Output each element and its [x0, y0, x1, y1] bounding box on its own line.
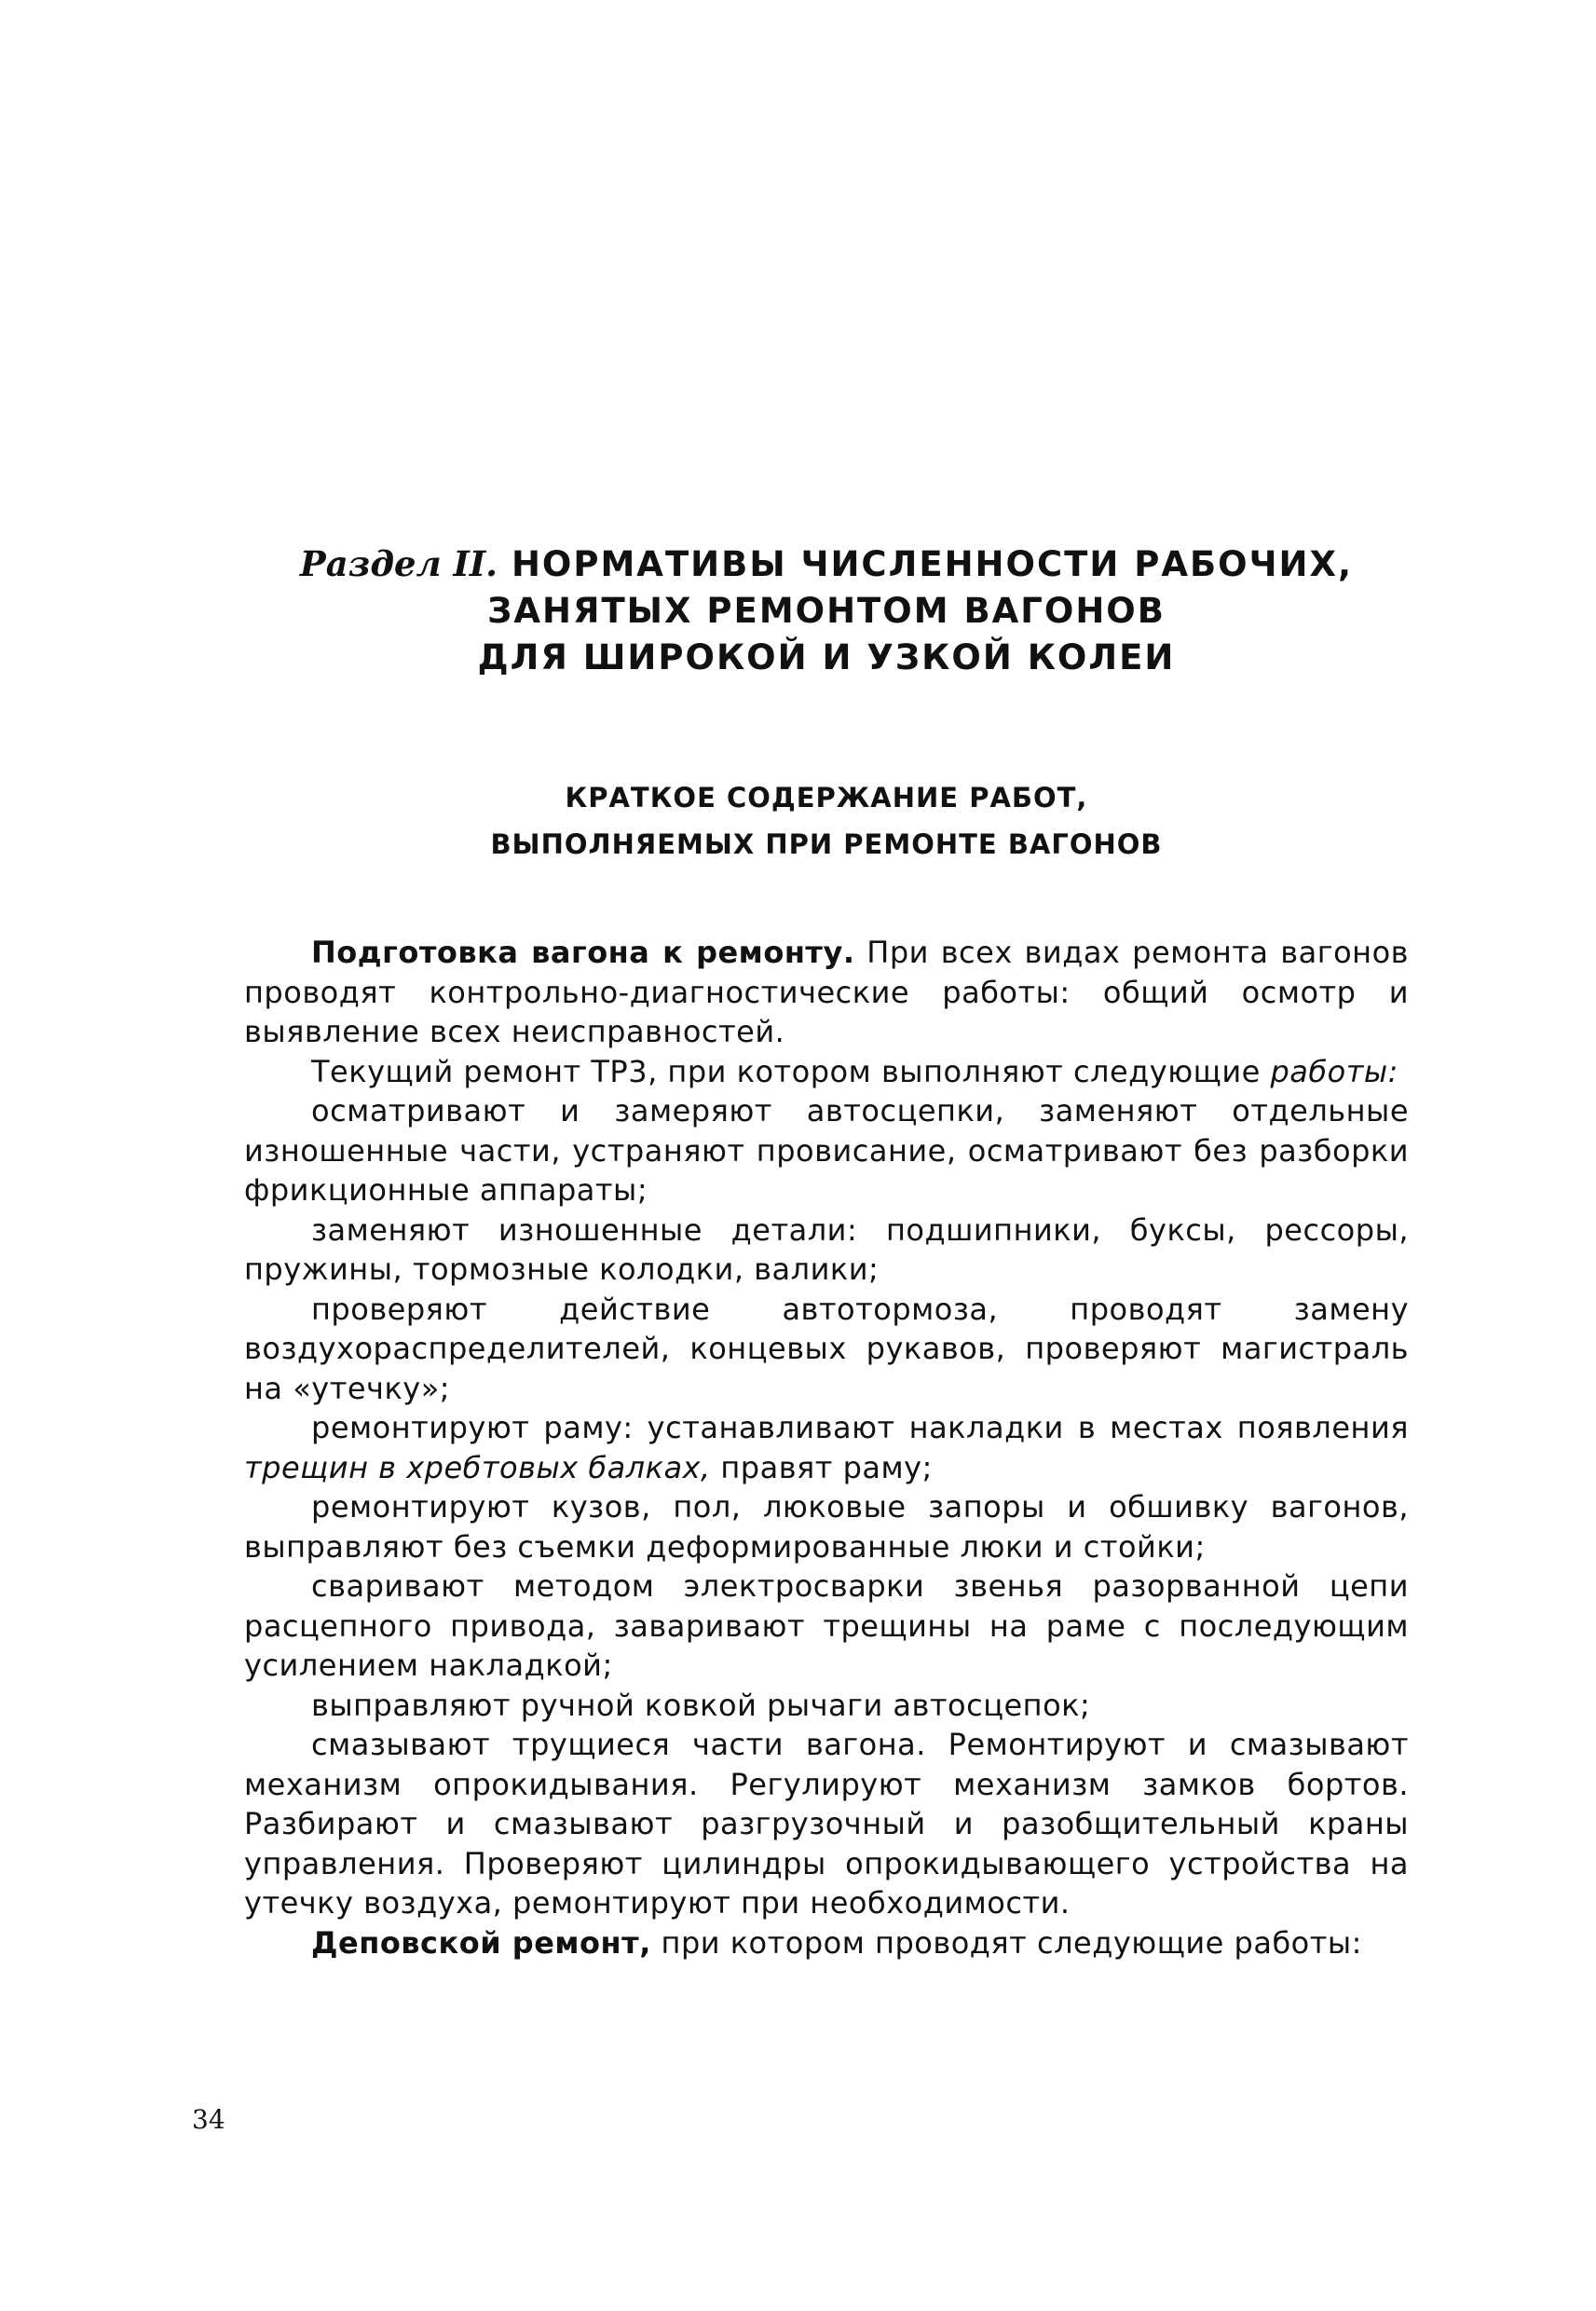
paragraph-depot-repair-heading: Деповской ремонт,: [311, 1924, 651, 1961]
section-title-line-2: ЗАНЯТЫХ РЕМОНТОМ ВАГОНОВ: [487, 591, 1166, 631]
body-text: [244, 933, 1409, 1962]
paragraph-frame: [244, 1408, 1409, 1487]
paragraph-body: ремонтируют кузов, пол, люковые запоры и обшивку вагонов, выправляют без съемки деформированные люки и стойки;: [244, 1489, 1409, 1565]
paragraph-current-repair: [244, 1052, 1409, 1092]
paragraph-lubrication: смазывают трущиеся части вагона. Ремонтируют и смазывают механизм опрокидывания. Регулируют механизм замков бортов. Разбирают и смазывают разгрузочный и разобщительный краны управления. Проверяют цилиндры опрокидывающего устройства на утечку воздуха, ремонтируют при необходимости.: [244, 1727, 1409, 1921]
subsection-title-line-1: КРАТКОЕ СОДЕРЖАНИЕ РАБОТ,: [565, 782, 1088, 814]
subsection-title-line-2: ВЫПОЛНЯЕМЫХ ПРИ РЕМОНТЕ ВАГОНОВ: [490, 828, 1163, 860]
paragraph-parts: заменяют изношенные детали: подшипники, буксы, рессоры, пружины, тормозные колодки, валики;: [244, 1211, 1409, 1287]
paragraph-depot-repair-text: при котором проводят следующие работы:: [650, 1924, 1362, 1961]
paragraph-preparation-heading: Подготовка вагона к ремонту.: [311, 935, 855, 970]
paragraph-current-repair-text: Текущий ремонт ТР3, при котором выполняют следующие: [311, 1053, 1271, 1089]
section-title: [244, 540, 1409, 681]
section-title-line-3: ДЛЯ ШИРОКОЙ И УЗКОЙ КОЛЕИ: [477, 637, 1176, 677]
paragraph-frame-end: правят раму;: [710, 1449, 933, 1485]
paragraph-forging: выправляют ручной ковкой рычаги автосцепок;: [311, 1687, 1091, 1723]
paragraph-frame-italic: трещин в хребтовых балках,: [244, 1449, 711, 1485]
section-title-line-1: [244, 540, 1409, 588]
paragraph-frame-text: ремонтируют раму: устанавливают накладки в местах появления: [311, 1410, 1409, 1445]
paragraph-current-repair-italic: работы:: [1270, 1053, 1398, 1089]
paragraph-preparation-text: При всех видах ремонта вагонов проводят контрольно-диагностические работы: общий осмотр и выявление всех неисправностей.: [244, 935, 1410, 1049]
subsection-title: [244, 774, 1409, 868]
paragraph-preparation: [244, 933, 1409, 1052]
page-content: [244, 540, 1409, 1962]
section-prefix: Раздел II.: [299, 543, 498, 584]
paragraph-brakes: проверяют действие автотормоза, проводят замену воздухораспределителей, концевых рукавов, проверяют магистраль на «утечку»;: [244, 1291, 1409, 1406]
paragraph-depot-repair: [244, 1923, 1409, 1963]
page-number: 34: [192, 2104, 225, 2135]
paragraph-welding: сваривают методом электросварки звенья разорванной цепи расцепного привода, заваривают трещины на раме с последующим усилением накладкой;: [244, 1568, 1409, 1683]
section-title-text-1: НОРМАТИВЫ ЧИСЛЕННОСТИ РАБОЧИХ,: [511, 544, 1354, 584]
paragraph-couplers: осматривают и замеряют автосцепки, заменяют отдельные изношенные части, устраняют провисание, осматривают без разборки фрикционные аппараты;: [244, 1093, 1409, 1208]
